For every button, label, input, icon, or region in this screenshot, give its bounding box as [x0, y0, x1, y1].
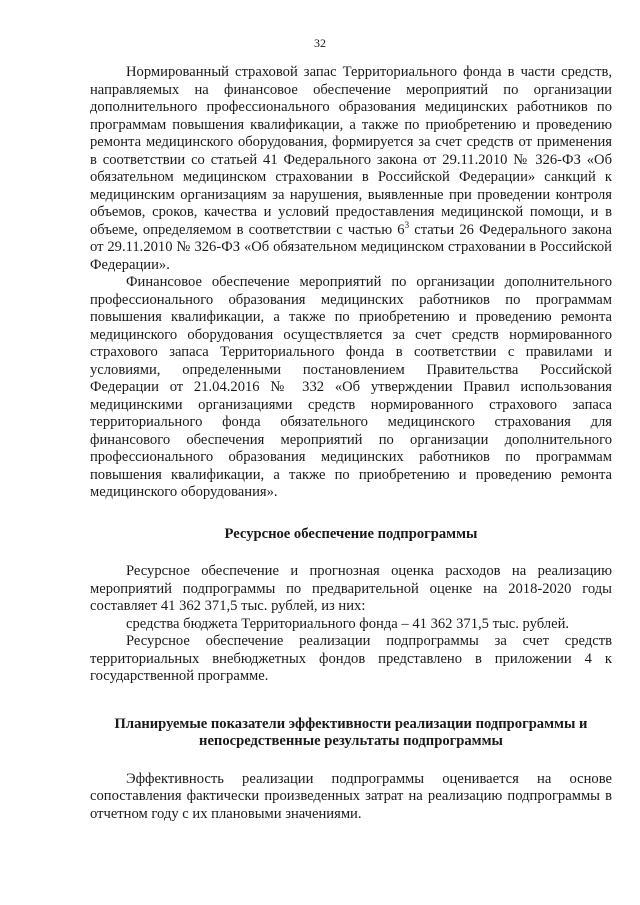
spacer: [90, 543, 612, 563]
spacer: [90, 751, 612, 771]
paragraph-budget-funds: средства бюджета Территориального фонда – 41 362 371,5 тыс. рублей.: [126, 615, 570, 632]
paragraph-reserve-formation: [90, 64, 612, 274]
paragraph-text-continued: статьи 26 Федерального закона от 29.11.2010 № 326-ФЗ «Об обязательном медицинском страховании в Российской Федерации».: [90, 221, 612, 273]
document-body: [90, 64, 612, 823]
page-number: 32: [314, 36, 326, 50]
heading-resource-support: Ресурсное обеспечение подпрограммы: [224, 525, 478, 542]
paragraph-text: Нормированный страховой запас Территориального фонда в части средств, направляемых на финансовое обеспечение мероприятий по организации дополнительного профессионального образования медицинских работников по программам повышения квалификации, а также по приобретению и проведению ремонта медицинского оборудования, формируется за счет средств от применения в соответствии со статьей 41 Федерального закона от 29.11.2010 № 326-ФЗ «Об обязательном медицинском страховании в Российской Федерации» санкций к медицинским организациям за нарушения, выявленные при проведении контроля объемов, сроков, качества и условий предоставления медицинской помощи, и в объеме, определяемом в соответствии с частью 6: [90, 64, 612, 238]
paragraph-efficiency: Эффективность реализации подпрограммы оценивается на основе сопоставления фактически произведенных затрат на реализацию подпрограммы в отчетном году с их плановыми значениями.: [90, 770, 612, 822]
paragraph-extrabudgetary: Ресурсное обеспечение реализации подпрограммы за счет средств территориальных внебюджетных фондов представлено в приложении 4 к государственной программе.: [90, 633, 612, 684]
superscript: 3: [404, 219, 410, 230]
heading-planned-indicators: Планируемые показатели эффективности реализации подпрограммы и непосредственные результаты подпрограммы: [114, 715, 588, 749]
spacer: [90, 686, 612, 716]
paragraph-resource-estimate: Ресурсное обеспечение и прогнозная оценка расходов на реализацию мероприятий подпрограммы по предварительной оценке на 2018-2020 годы составляет 41 362 371,5 тыс. рублей, из них:: [90, 563, 612, 614]
spacer: [90, 502, 612, 526]
paragraph-financing: Финансовое обеспечение мероприятий по организации дополнительного профессионального образования медицинских работников по программам повышения квалификации, а также по приобретению и проведению ремонта медицинского оборудования осуществляется за счет средств нормированного страхового запаса Территориального фонда в соответствии с правилами и условиями, определенными постановлением Правительства Российской Федерации от 21.04.2016 № 332 «Об утверждении Правил использования медицинскими организациями средств нормированного страхового запаса территориального фонда обязательного медицинского страхования для финансового обеспечения мероприятий по организации дополнительного профессионального образования медицинских работников по программам повышения квалификации, а также по приобретению и проведению ремонта медицинского оборудования».: [90, 274, 612, 500]
